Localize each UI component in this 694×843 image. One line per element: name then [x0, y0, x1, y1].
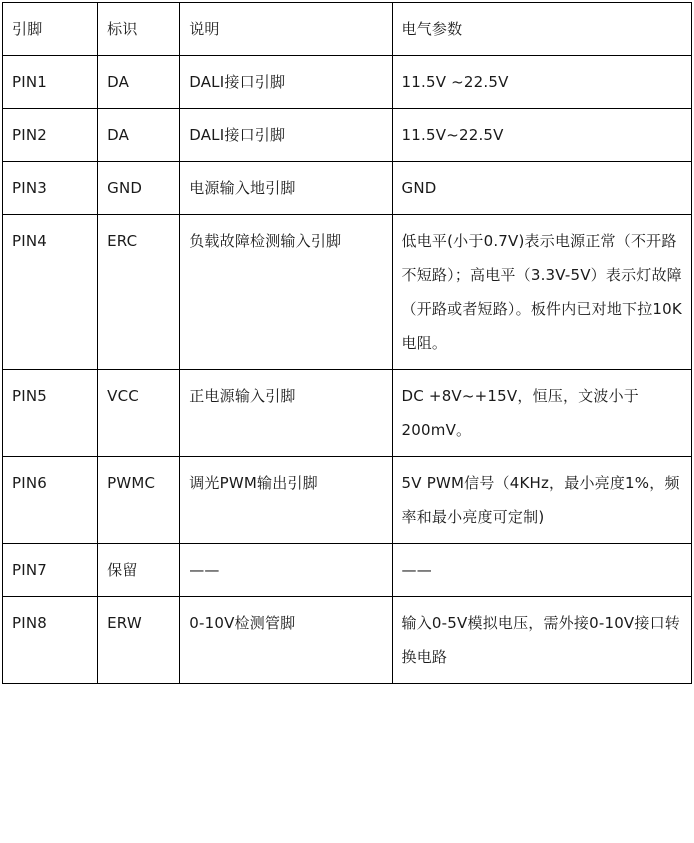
pin-definition-table — [2, 2, 692, 684]
cell-spec — [392, 215, 691, 370]
spec-value: 5V PWM信号（4KHz，最小亮度1%，频率和最小亮度可定制) — [401, 474, 680, 526]
cell-mark — [98, 109, 180, 162]
pin-value: PIN7 — [12, 561, 48, 579]
mark-value: ERW — [107, 614, 142, 632]
cell-desc — [180, 215, 392, 370]
spec-value: —— — [401, 561, 432, 579]
cell-pin — [3, 457, 98, 544]
desc-value: DALI接口引脚 — [189, 126, 286, 144]
cell-pin — [3, 544, 98, 597]
cell-pin — [3, 597, 98, 684]
column-header-spec — [392, 3, 691, 56]
cell-spec — [392, 597, 691, 684]
column-header-pin-label: 引脚 — [12, 20, 43, 38]
table-row — [3, 544, 692, 597]
cell-desc — [180, 457, 392, 544]
cell-desc — [180, 109, 392, 162]
cell-pin — [3, 109, 98, 162]
cell-pin — [3, 56, 98, 109]
cell-spec — [392, 544, 691, 597]
cell-spec — [392, 162, 691, 215]
pin-value: PIN3 — [12, 179, 48, 197]
cell-desc — [180, 370, 392, 457]
cell-spec — [392, 109, 691, 162]
cell-spec — [392, 457, 691, 544]
pin-value: PIN5 — [12, 387, 48, 405]
spec-value: 低电平(小于0.7V)表示电源正常（不开路不短路）；高电平（3.3V-5V）表示灯故障（开路或者短路）。板件内已对地下拉10K电阻。 — [401, 232, 682, 352]
cell-spec — [392, 370, 691, 457]
cell-desc — [180, 162, 392, 215]
desc-value: 0-10V检测管脚 — [189, 614, 296, 632]
spec-value: DC +8V~+15V，恒压，文波小于200mV。 — [401, 387, 639, 439]
cell-spec — [392, 56, 691, 109]
table-row — [3, 370, 692, 457]
table-row — [3, 597, 692, 684]
column-header-desc-label: 说明 — [189, 20, 220, 38]
desc-value: 负载故障检测输入引脚 — [189, 232, 342, 250]
cell-mark — [98, 370, 180, 457]
pin-value: PIN6 — [12, 474, 48, 492]
desc-value: 调光PWM输出引脚 — [189, 474, 318, 492]
cell-desc — [180, 544, 392, 597]
mark-value: 保留 — [107, 561, 138, 579]
cell-desc — [180, 597, 392, 684]
mark-value: PWMC — [107, 474, 156, 492]
table-row — [3, 109, 692, 162]
cell-pin — [3, 215, 98, 370]
spec-value: GND — [401, 179, 437, 197]
cell-pin — [3, 162, 98, 215]
cell-mark — [98, 544, 180, 597]
pin-value: PIN1 — [12, 73, 48, 91]
desc-value: DALI接口引脚 — [189, 73, 286, 91]
spec-value: 11.5V~22.5V — [401, 126, 504, 144]
mark-value: VCC — [107, 387, 139, 405]
desc-value: 电源输入地引脚 — [189, 179, 296, 197]
table-row — [3, 56, 692, 109]
column-header-desc — [180, 3, 392, 56]
cell-pin — [3, 370, 98, 457]
cell-mark — [98, 162, 180, 215]
column-header-spec-label: 电气参数 — [401, 20, 463, 38]
cell-mark — [98, 597, 180, 684]
table-row — [3, 215, 692, 370]
column-header-pin — [3, 3, 98, 56]
cell-mark — [98, 56, 180, 109]
table-row — [3, 457, 692, 544]
mark-value: DA — [107, 73, 130, 91]
table-header-row — [3, 3, 692, 56]
mark-value: GND — [107, 179, 143, 197]
column-header-mark-label: 标识 — [107, 20, 138, 38]
mark-value: DA — [107, 126, 130, 144]
desc-value: —— — [189, 561, 220, 579]
pin-value: PIN4 — [12, 232, 48, 250]
spec-value: 11.5V ~22.5V — [401, 73, 509, 91]
cell-mark — [98, 457, 180, 544]
cell-mark — [98, 215, 180, 370]
spec-value: 输入0-5V模拟电压，需外接0-10V接口转换电路 — [401, 614, 680, 666]
cell-desc — [180, 56, 392, 109]
mark-value: ERC — [107, 232, 138, 250]
pin-value: PIN8 — [12, 614, 48, 632]
column-header-mark — [98, 3, 180, 56]
table-row — [3, 162, 692, 215]
desc-value: 正电源输入引脚 — [189, 387, 296, 405]
pin-value: PIN2 — [12, 126, 48, 144]
table-body — [3, 3, 692, 684]
